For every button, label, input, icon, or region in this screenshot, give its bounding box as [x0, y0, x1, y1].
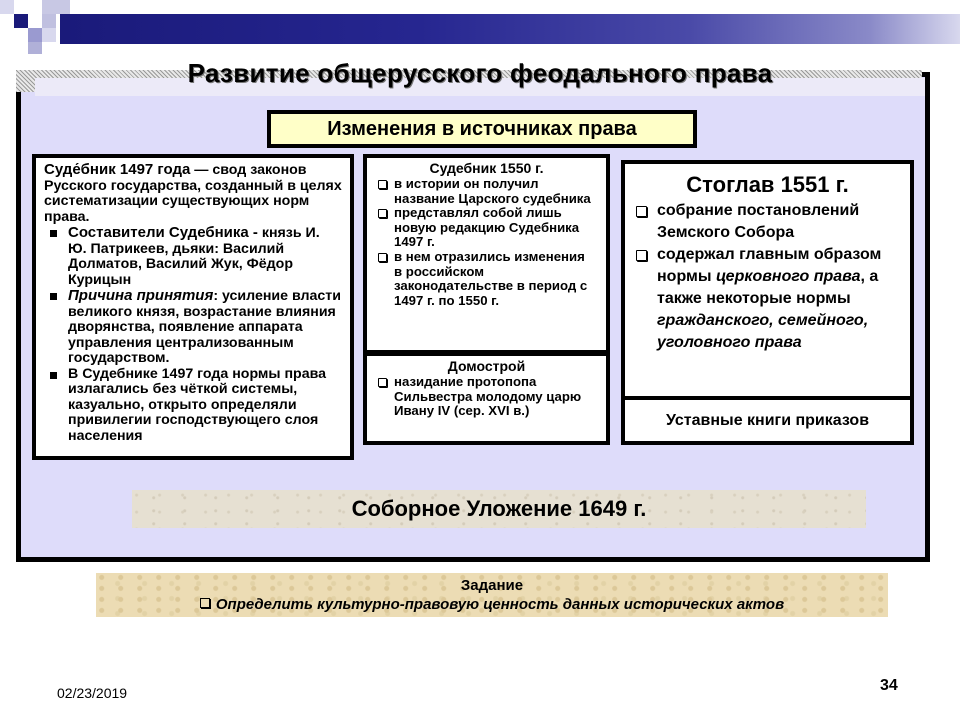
list-item-lead: Причина принятия [68, 287, 214, 304]
list-item [377, 206, 596, 250]
list-item [44, 367, 342, 445]
square-bullet-icon [50, 372, 57, 379]
page-number: 34 [880, 677, 898, 694]
list-item [44, 288, 342, 367]
list-item-emphasis: гражданского, семейного, уголовного права [657, 312, 869, 351]
sudebnik-1550-box [363, 154, 610, 354]
list-item [44, 225, 342, 288]
sudebnik-1550-heading: Судебник 1550 г. [429, 160, 544, 176]
list-item [377, 375, 596, 419]
list-item-text: содержал главным образом нормы [657, 246, 882, 285]
list-item [635, 244, 900, 354]
list-item [377, 250, 596, 308]
list-item-text: собрание постановлений Земского Собора [657, 202, 860, 241]
list-item-text: в нем отразились изменения в российском законодательстве в период с 1497 г. по 1550 г. [394, 248, 588, 308]
footer-date: 02/23/2019 [57, 685, 128, 701]
square-bullet-icon [50, 230, 57, 237]
checkbox-bullet-icon [378, 253, 387, 262]
domostroy-box [363, 352, 610, 445]
sudebnik-1497-intro-text: — свод законов Русского государства, созданный в целях систематизации существующих норм права. [44, 162, 342, 225]
deco-square [42, 0, 70, 14]
list-item-text: князь И. Ю. Патрикеев, дьяки: Василий Долматов, Василий Жук, Фёдор Курицын [68, 225, 320, 288]
sudebnik-1497-heading: Суде́бник 1497 года [44, 161, 191, 178]
list-item-lead: Составители Судебника - [68, 224, 258, 241]
sudebnik-1497-box [32, 154, 354, 460]
domostroy-heading: Домострой [447, 358, 526, 374]
sudebnik-1550-list [377, 177, 596, 308]
list-item-text: , а также некоторые нормы [657, 268, 879, 307]
list-item-text: В Судебнике 1497 года нормы права излагались без чёткой системы, казуально, открыто определяли привилегии господствующего слоя населения [68, 365, 327, 444]
deco-square [42, 14, 56, 28]
stoglav-box [621, 160, 914, 400]
deco-square [0, 0, 14, 14]
list-item [635, 200, 900, 244]
list-item-emphasis: церковного права [715, 268, 861, 285]
task-item-text: Определить культурно-правовую ценность данных исторических актов [215, 596, 785, 613]
checkbox-bullet-icon [378, 378, 387, 387]
checkbox-bullet-icon [636, 250, 647, 261]
list-item-text: представлял собой лишь новую редакцию Судебника 1497 г. [394, 205, 580, 250]
subtitle-box: Изменения в источниках права [267, 110, 697, 148]
sobornoe-ulozhenie-banner: Соборное Уложение 1649 г. [132, 490, 866, 528]
ustavnye-knigi-box [621, 396, 914, 445]
stoglav-list [635, 200, 900, 354]
list-item-text: назидание протопопа Сильвестра молодому царю Ивану IV (сер. XVI в.) [394, 374, 582, 419]
slide-title: Развитие общерусского феодального права [187, 58, 773, 88]
sudebnik-1497-list [44, 225, 342, 444]
deco-square [28, 28, 42, 42]
sudebnik-1497-intro [44, 162, 342, 225]
checkbox-bullet-icon [636, 206, 647, 217]
deco-square [14, 14, 28, 28]
domostroy-list [377, 375, 596, 419]
task-box [96, 573, 888, 617]
checkbox-bullet-icon [378, 209, 387, 218]
deco-square [28, 42, 42, 54]
stoglav-heading: Стоглав 1551 г. [686, 172, 849, 197]
deco-square [42, 28, 56, 42]
checkbox-bullet-icon [378, 180, 387, 189]
task-item [96, 595, 888, 614]
checkbox-bullet-icon [200, 598, 210, 608]
list-item-text: : усиление власти великого князя, возрастание влияния дворянства, появление аппарата управления централизованным государством. [68, 288, 341, 366]
task-heading: Задание [460, 577, 524, 594]
list-item [377, 177, 596, 206]
list-item-text: в истории он получил название Царского судебника [394, 176, 591, 206]
header-gradient-bar [60, 14, 960, 44]
square-bullet-icon [50, 293, 57, 300]
ustavnye-knigi-label: Уставные книги приказов [665, 411, 870, 429]
